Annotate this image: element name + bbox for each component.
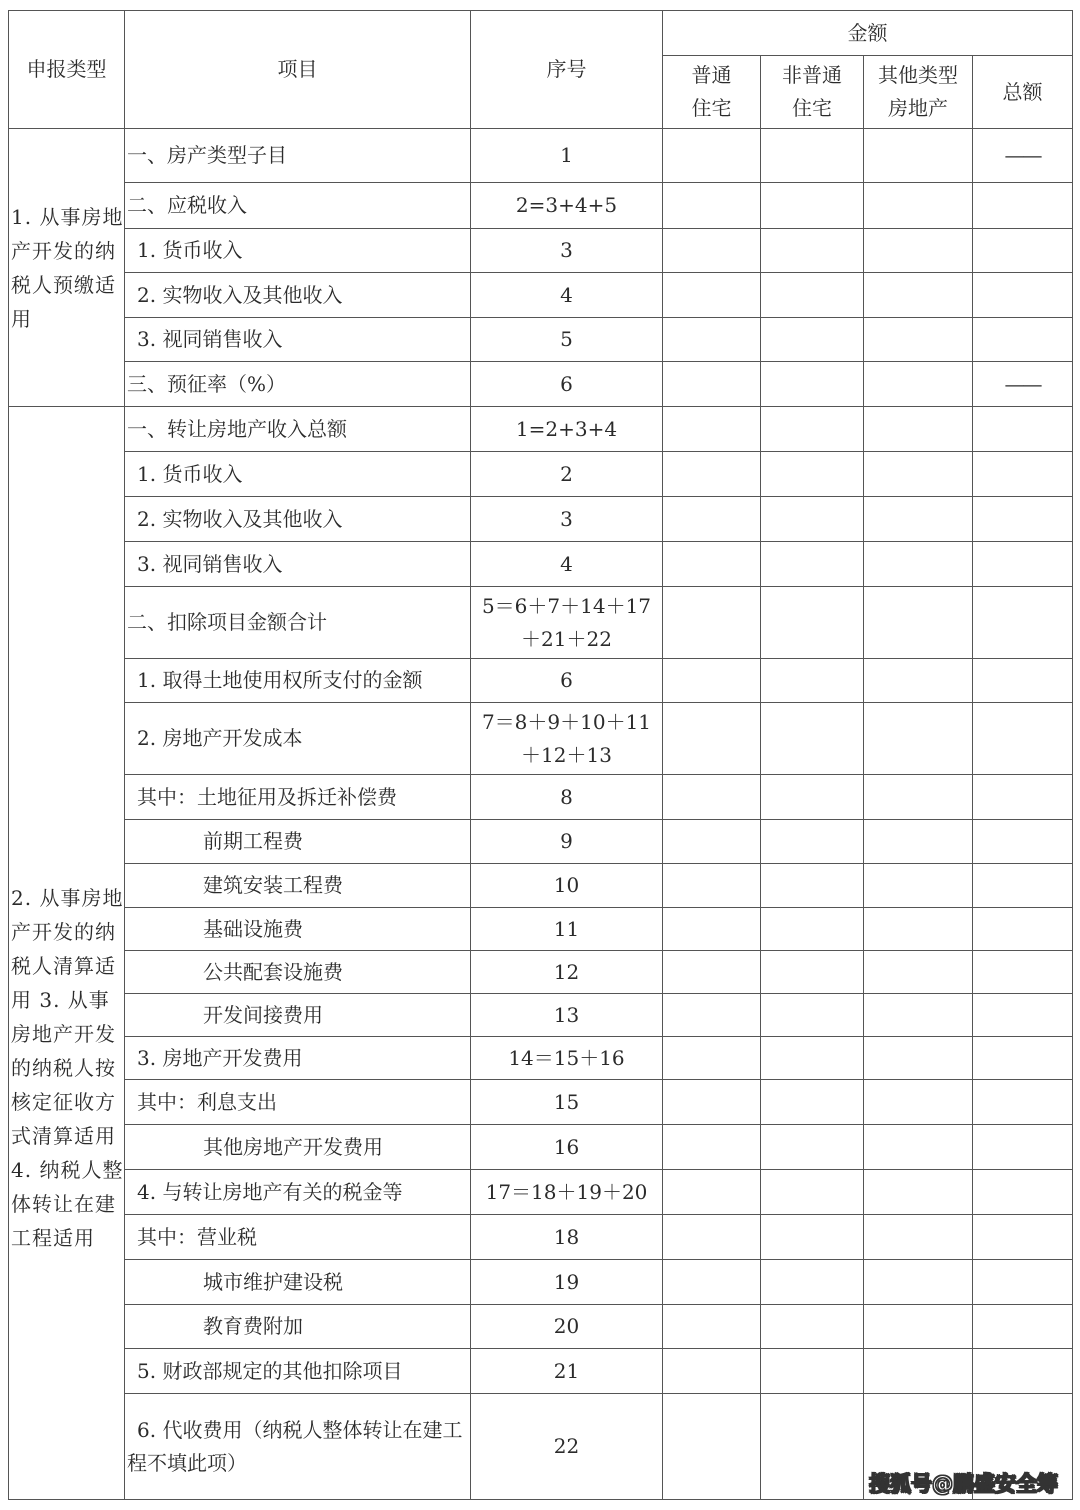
row-item: 开发间接费用 xyxy=(125,994,471,1037)
row-item: 二、扣除项目金额合计 xyxy=(125,587,471,659)
table-row xyxy=(9,1170,1073,1215)
table-row xyxy=(9,318,1073,362)
row-seq: 22 xyxy=(471,1394,663,1500)
row-item: 一、房产类型子目 xyxy=(125,129,471,183)
table-row xyxy=(9,129,1073,183)
row-item: 其他房地产开发费用 xyxy=(125,1125,471,1170)
row-item: 公共配套设施费 xyxy=(125,951,471,994)
row-seq: 18 xyxy=(471,1215,663,1260)
row-item: 1. 货币收入 xyxy=(125,229,471,273)
row-item: 6. 代收费用（纳税人整体转让在建工程不填此项） xyxy=(125,1394,471,1500)
row-seq: 4 xyxy=(471,273,663,318)
row-seq: 8 xyxy=(471,775,663,820)
row-item: 3. 视同销售收入 xyxy=(125,542,471,587)
section1-type: 1. 从事房地产开发的纳税人预缴适用 xyxy=(9,129,125,407)
table-row xyxy=(9,452,1073,497)
table-row xyxy=(9,183,1073,229)
amount-cell xyxy=(761,183,864,229)
table-row xyxy=(9,229,1073,273)
table-row xyxy=(9,407,1073,452)
row-item: 建筑安装工程费 xyxy=(125,864,471,908)
table-row xyxy=(9,1349,1073,1394)
amount-cell xyxy=(663,273,761,318)
row-item: 基础设施费 xyxy=(125,908,471,951)
watermark: 搜狐号@鹏盛安全筹 xyxy=(869,1472,1058,1496)
amount-cell xyxy=(864,129,973,183)
row-seq: 3 xyxy=(471,229,663,273)
header-ordinary-housing: 普通 住宅 xyxy=(663,56,761,129)
amount-cell xyxy=(663,129,761,183)
amount-cell xyxy=(663,229,761,273)
table-row xyxy=(9,362,1073,407)
row-seq: 9 xyxy=(471,820,663,864)
table-row xyxy=(9,1125,1073,1170)
row-item: 5. 财政部规定的其他扣除项目 xyxy=(125,1349,471,1394)
tax-declaration-table xyxy=(8,10,1073,1500)
table-row xyxy=(9,497,1073,542)
row-seq: 17＝18＋19＋20 xyxy=(471,1170,663,1215)
table-row xyxy=(9,1037,1073,1080)
row-item: 其中：利息支出 xyxy=(125,1080,471,1125)
row-seq: 1 xyxy=(471,129,663,183)
row-seq: 21 xyxy=(471,1349,663,1394)
row-seq: 3 xyxy=(471,497,663,542)
total-cell xyxy=(973,318,1073,362)
total-cell xyxy=(973,183,1073,229)
amount-cell xyxy=(761,318,864,362)
row-item: 3. 视同销售收入 xyxy=(125,318,471,362)
table-row xyxy=(9,820,1073,864)
header-item: 项目 xyxy=(125,11,471,129)
table-row xyxy=(9,951,1073,994)
table-row xyxy=(9,775,1073,820)
row-item: 前期工程费 xyxy=(125,820,471,864)
row-item: 城市维护建设税 xyxy=(125,1260,471,1305)
total-cell: —— xyxy=(973,129,1073,183)
total-cell xyxy=(973,273,1073,318)
amount-cell xyxy=(864,183,973,229)
amount-cell xyxy=(761,273,864,318)
row-item: 2. 实物收入及其他收入 xyxy=(125,497,471,542)
table-row xyxy=(9,994,1073,1037)
amount-cell xyxy=(663,183,761,229)
table-row xyxy=(9,1215,1073,1260)
table-row xyxy=(9,864,1073,908)
table-row xyxy=(9,542,1073,587)
amount-cell xyxy=(761,229,864,273)
amount-cell xyxy=(864,273,973,318)
row-seq: 7＝8＋9＋10＋11＋12＋13 xyxy=(471,703,663,775)
table-row xyxy=(9,908,1073,951)
table-row xyxy=(9,1305,1073,1349)
row-seq: 11 xyxy=(471,908,663,951)
header-non-ordinary-housing: 非普通 住宅 xyxy=(761,56,864,129)
header-type: 申报类型 xyxy=(9,11,125,129)
row-item: 其中：营业税 xyxy=(125,1215,471,1260)
row-item: 其中：土地征用及拆迁补偿费 xyxy=(125,775,471,820)
header-amount: 金额 xyxy=(663,11,1073,56)
table-row xyxy=(9,587,1073,659)
row-seq: 5＝6＋7＋14＋17＋21＋22 xyxy=(471,587,663,659)
row-item: 二、应税收入 xyxy=(125,183,471,229)
row-seq: 2 xyxy=(471,452,663,497)
row-seq: 6 xyxy=(471,659,663,703)
amount-cell xyxy=(663,318,761,362)
table-row xyxy=(9,703,1073,775)
total-cell: —— xyxy=(973,362,1073,407)
table-row xyxy=(9,1080,1073,1125)
section2-type: 2. 从事房地产开发的纳税人清算适用 3. 从事房地产开发的纳税人按核定征收方式清算适用 4. 纳税人整体转让在建工程适用 xyxy=(9,407,125,1500)
total-cell xyxy=(973,229,1073,273)
row-item: 1. 货币收入 xyxy=(125,452,471,497)
amount-cell xyxy=(761,362,864,407)
row-seq: 6 xyxy=(471,362,663,407)
row-item: 1. 取得土地使用权所支付的金额 xyxy=(125,659,471,703)
row-item: 3. 房地产开发费用 xyxy=(125,1037,471,1080)
amount-cell xyxy=(864,318,973,362)
row-seq: 15 xyxy=(471,1080,663,1125)
amount-cell xyxy=(864,362,973,407)
row-item: 一、转让房地产收入总额 xyxy=(125,407,471,452)
header-total: 总额 xyxy=(973,56,1073,129)
row-seq: 2=3+4+5 xyxy=(471,183,663,229)
row-item: 2. 房地产开发成本 xyxy=(125,703,471,775)
amount-cell xyxy=(663,362,761,407)
row-seq: 19 xyxy=(471,1260,663,1305)
amount-cell xyxy=(761,129,864,183)
row-seq: 12 xyxy=(471,951,663,994)
header-other-real-estate: 其他类型 房地产 xyxy=(864,56,973,129)
row-seq: 14＝15＋16 xyxy=(471,1037,663,1080)
row-item: 教育费附加 xyxy=(125,1305,471,1349)
amount-cell xyxy=(864,229,973,273)
header-seq: 序号 xyxy=(471,11,663,129)
row-item: 三、预征率（%） xyxy=(125,362,471,407)
row-item: 2. 实物收入及其他收入 xyxy=(125,273,471,318)
row-seq: 5 xyxy=(471,318,663,362)
row-seq: 16 xyxy=(471,1125,663,1170)
row-item: 4. 与转让房地产有关的税金等 xyxy=(125,1170,471,1215)
table-row xyxy=(9,273,1073,318)
row-seq: 1=2+3+4 xyxy=(471,407,663,452)
row-seq: 4 xyxy=(471,542,663,587)
row-seq: 13 xyxy=(471,994,663,1037)
row-seq: 10 xyxy=(471,864,663,908)
table-row xyxy=(9,659,1073,703)
table-row xyxy=(9,1260,1073,1305)
row-seq: 20 xyxy=(471,1305,663,1349)
